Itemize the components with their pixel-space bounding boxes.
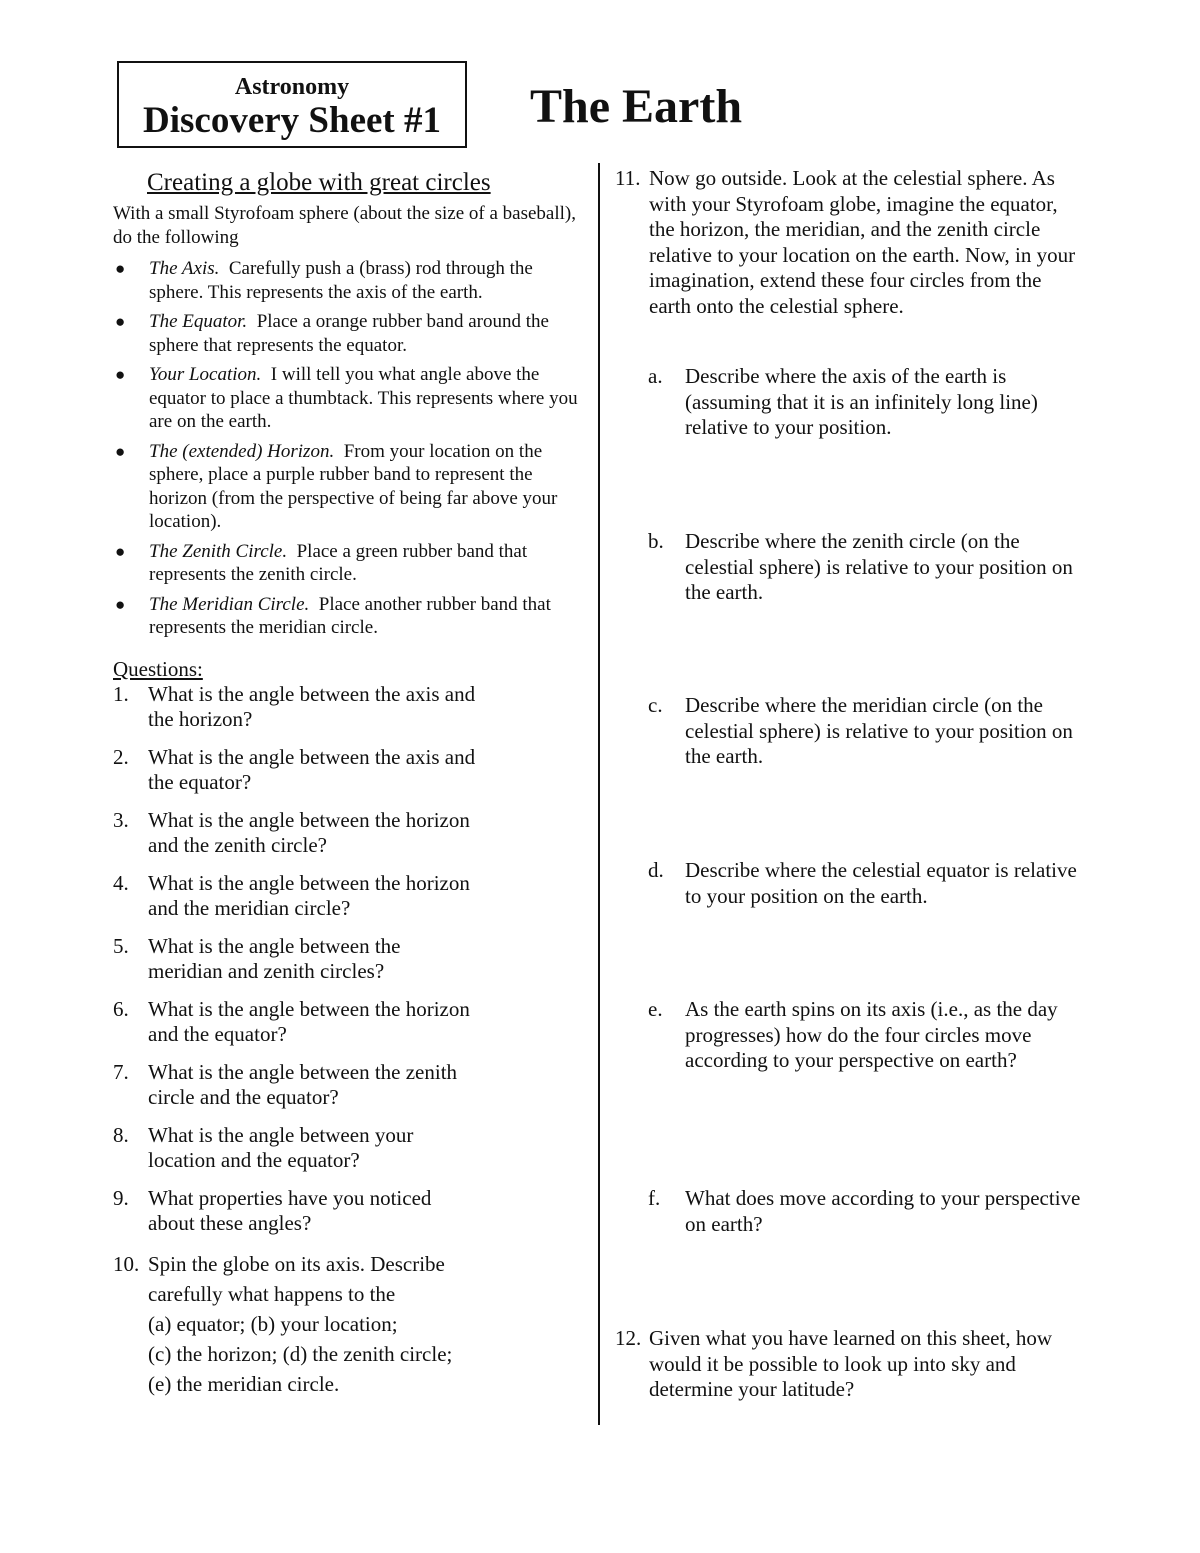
question-item [113, 1123, 583, 1174]
question-number: 4. [113, 870, 129, 895]
title-box [117, 61, 467, 148]
sub-question-f [648, 1186, 1088, 1237]
item-text: Place a orange rubber band around the sphere that represents the equator. [149, 311, 549, 356]
item-text: Carefully push a (brass) rod through the sphere. This represents the axis of the earth. [149, 258, 533, 303]
item-text: Place another rubber band that represents the meridian circle. [149, 593, 551, 638]
question-number: 1. [113, 681, 129, 706]
right-column [615, 166, 1085, 319]
sub-question-text: As the earth spins on its axis (i.e., as the day progresses) how do the four circles move according to your perspective on earth? [685, 997, 1058, 1072]
sub-question-a [648, 364, 1088, 441]
question-text: What properties have you noticed about these angles? [148, 1185, 432, 1235]
question-number: 2. [113, 744, 129, 769]
sub-question-text: Describe where the zenith circle (on the celestial sphere) is relative to your position on the earth. [685, 529, 1073, 604]
question-item [113, 871, 583, 922]
sub-question-c [648, 693, 1088, 770]
question-text: What is the angle between the axis and the equator? [148, 744, 476, 794]
sub-question-letter: d. [648, 858, 664, 882]
list-item [113, 310, 583, 357]
question-10 [113, 1249, 583, 1399]
question-item [113, 997, 583, 1048]
item-term: The (extended) Horizon. [149, 440, 335, 462]
item-term: The Axis. [149, 258, 220, 279]
question-item [113, 1186, 583, 1237]
list-item [113, 540, 583, 587]
question-line: (e) the meridian circle. [148, 1371, 340, 1396]
question-text: Given what you have learned on this sheet, how would it be possible to look up into sky and determine your latitude? [649, 1326, 1052, 1401]
question-text: What is the angle between the horizon and the zenith circle? [148, 807, 470, 857]
sub-question-letter: b. [648, 529, 664, 553]
question-item [113, 1060, 583, 1111]
questions-list [113, 682, 583, 1237]
question-number: 12. [615, 1326, 642, 1350]
item-text: Place a green rubber band that represents the zenith circle. [149, 540, 528, 585]
item-term: The Zenith Circle. [149, 540, 288, 562]
item-text: From your location on the sphere, place a purple rubber band to represent the horizon (from the perspective of being far above your location). [149, 440, 558, 532]
question-line: Spin the globe on its axis. Describe [148, 1251, 445, 1276]
question-number: 8. [113, 1122, 129, 1147]
sub-question-letter: c. [648, 693, 663, 717]
question-number: 6. [113, 996, 129, 1021]
questions-heading: Questions: [113, 656, 203, 681]
question-text: What is the angle between the meridian and zenith circles? [148, 933, 401, 983]
question-line: (c) the horizon; (d) the zenith circle; [148, 1341, 453, 1366]
question-text: What is the angle between your location and the equator? [148, 1122, 414, 1172]
bullet-icon: ● [115, 541, 126, 561]
question-number: 7. [113, 1059, 129, 1084]
item-term: The Meridian Circle. [149, 593, 310, 615]
question-text: What is the angle between the horizon and the meridian circle? [148, 870, 470, 920]
left-column [113, 166, 583, 1399]
bullet-icon: ● [115, 312, 126, 331]
question-number: 9. [113, 1185, 129, 1210]
list-item [113, 363, 583, 434]
question-12 [615, 1326, 1085, 1403]
question-text: What is the angle between the horizon and the equator? [148, 996, 470, 1046]
sub-question-b [648, 529, 1088, 606]
item-term: Your Location. [149, 364, 262, 385]
list-item [113, 440, 583, 534]
list-item [113, 257, 583, 304]
sub-question-text: What does move according to your perspective on earth? [685, 1186, 1081, 1236]
sub-question-text: Describe where the axis of the earth is (assuming that it is an infinitely long line) relative to your position. [685, 364, 1038, 439]
subject-label: Astronomy [234, 74, 350, 100]
bullet-icon: ● [115, 365, 126, 384]
question-text: Now go outside. Look at the celestial sphere. As with your Styrofoam globe, imagine the equator, the horizon, the meridian, and the zenith circle relative to your location on the earth. Now, in your imagination, extend these four circles from the earth onto the celestial sphere. [649, 166, 1076, 318]
question-line: (a) equator; (b) your location; [148, 1311, 398, 1336]
bullet-icon: ● [115, 259, 126, 278]
sub-question-d [648, 858, 1088, 909]
question-item [113, 745, 583, 796]
question-text: What is the angle between the axis and the horizon? [148, 681, 476, 731]
question-item [113, 808, 583, 859]
question-number: 10. [113, 1251, 140, 1276]
question-number: 3. [113, 807, 129, 832]
sub-question-letter: a. [648, 364, 663, 388]
question-number: 11. [615, 166, 641, 190]
item-term: The Equator. [149, 311, 248, 332]
sub-question-e [648, 997, 1088, 1074]
sheet-title: Discovery Sheet #1 [143, 100, 441, 141]
bullet-icon: ● [115, 441, 126, 461]
instructions-list [113, 257, 583, 640]
sub-question-text: Describe where the meridian circle (on the celestial sphere) is relative to your position on the earth. [685, 693, 1073, 768]
sub-question-letter: f. [648, 1186, 661, 1210]
sub-question-text: Describe where the celestial equator is relative to your position on the earth. [685, 858, 1077, 908]
page-title: The Earth [530, 80, 743, 133]
bullet-icon: ● [115, 594, 126, 614]
question-item [113, 934, 583, 985]
list-item [113, 593, 583, 640]
item-text: I will tell you what angle above the equator to place a thumbtack. This represents where you are on the earth. [149, 364, 578, 432]
question-text: What is the angle between the zenith circle and the equator? [148, 1059, 458, 1109]
question-number: 5. [113, 933, 129, 958]
question-line: carefully what happens to the [148, 1281, 396, 1306]
question-11 [615, 166, 1085, 319]
question-item [113, 682, 583, 733]
intro-text: With a small Styrofoam sphere (about the size of a baseball), do the following [113, 203, 577, 248]
sub-question-letter: e. [648, 997, 663, 1021]
section-heading: Creating a globe with great circles [147, 169, 491, 196]
column-divider [598, 163, 600, 1425]
